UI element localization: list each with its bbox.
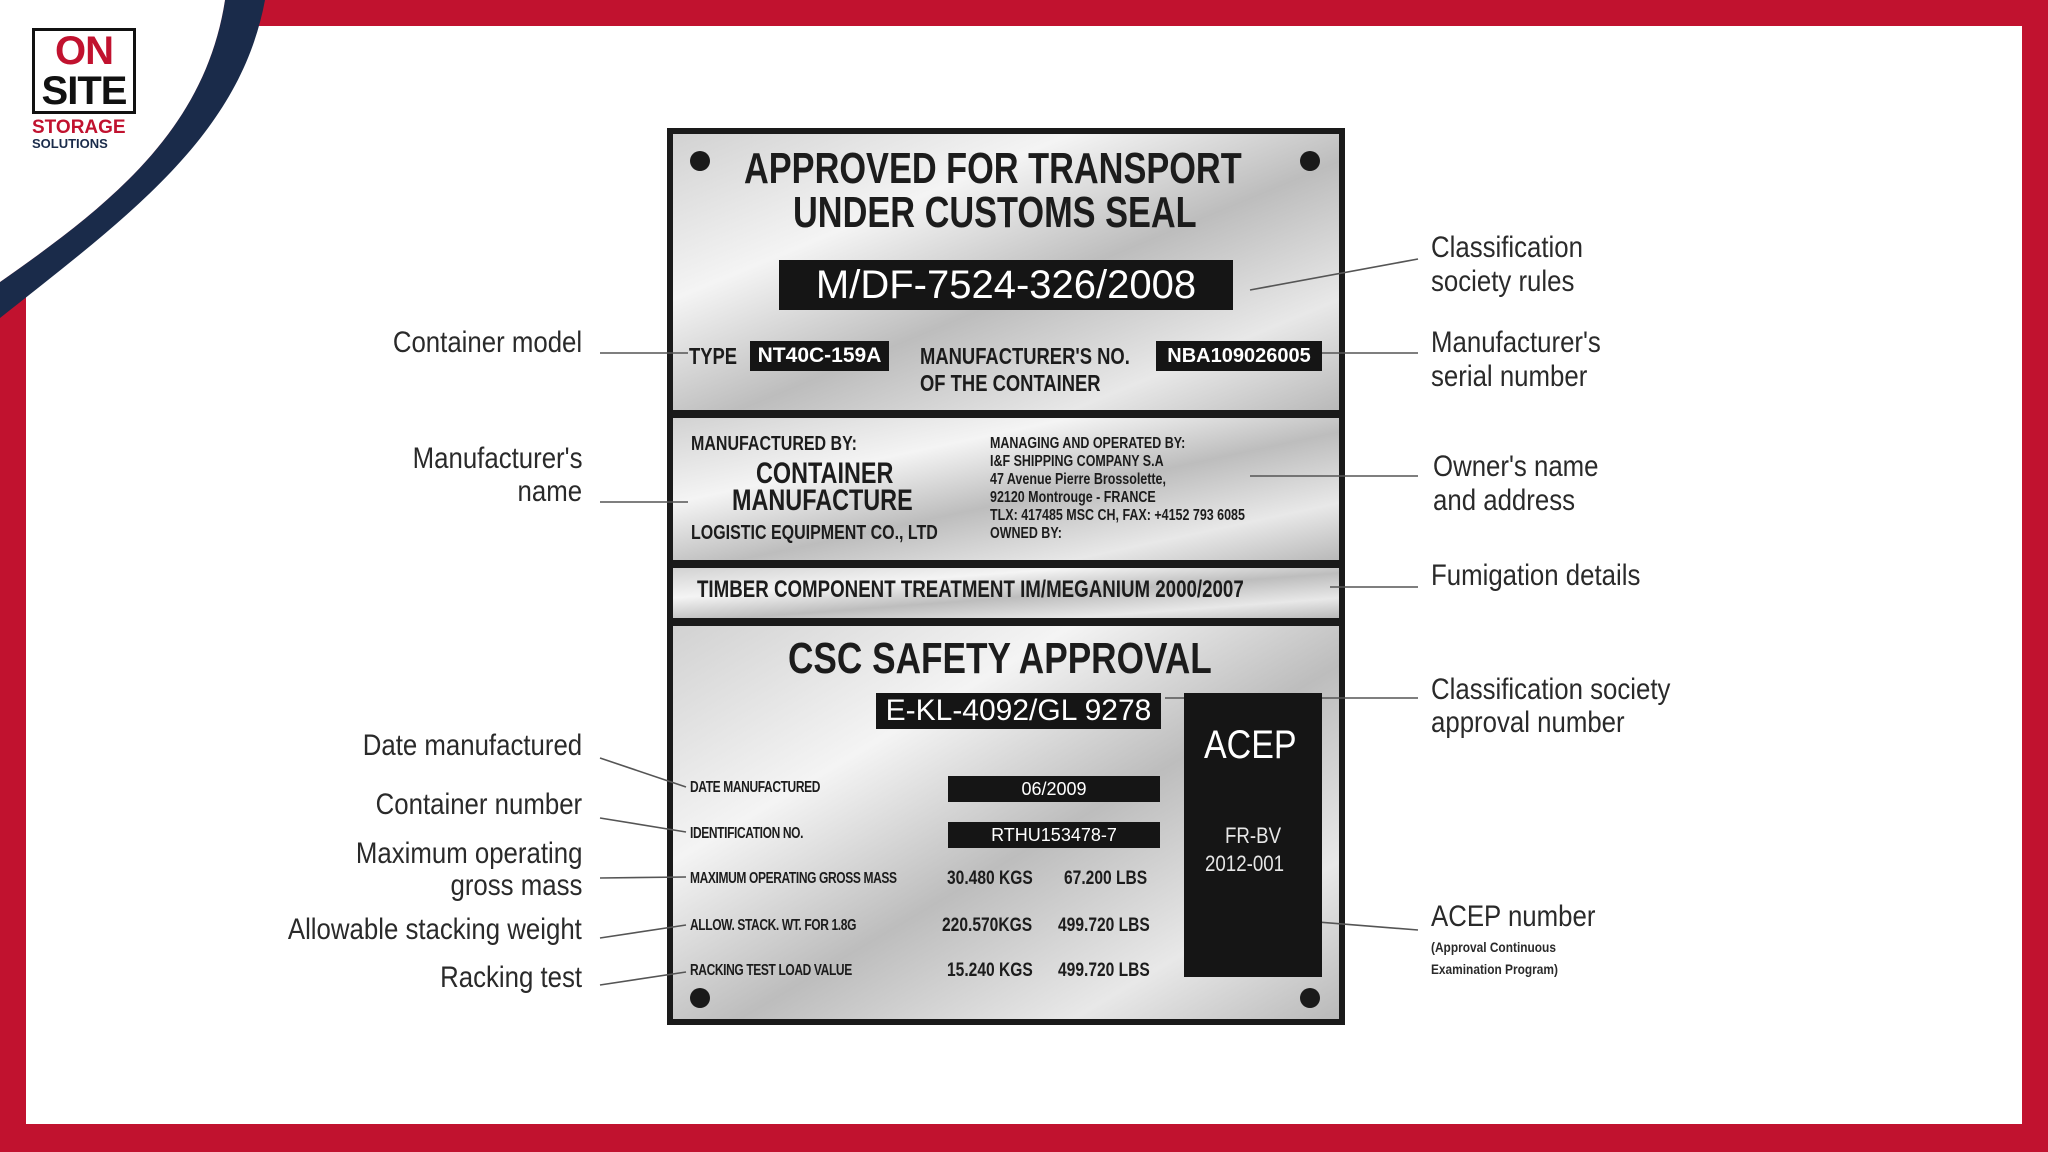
rivet-top-right <box>1300 151 1320 171</box>
row-racking-label: RACKING TEST LOAD VALUE <box>690 962 852 979</box>
callout-manufacturer-name-line2: name <box>517 475 582 508</box>
acep-title: ACEP <box>1204 723 1297 767</box>
callout-serial-line1: Manufacturer's <box>1431 326 1601 359</box>
fumigation-text: TIMBER COMPONENT TREATMENT IM/MEGANIUM 2000/2007 <box>697 576 1244 603</box>
callout-fumigation: Fumigation details <box>1431 559 1641 592</box>
row-date-value: 06/2009 <box>948 776 1160 802</box>
rivet-top-left <box>690 151 710 171</box>
row-racking-lbs: 499.720 LBS <box>1058 960 1150 981</box>
callout-container-model: Container model <box>392 326 582 359</box>
plate-title-line1: APPROVED FOR TRANSPORT <box>744 144 1242 193</box>
manufacturer-line3: LOGISTIC EQUIPMENT CO., LTD <box>691 522 938 544</box>
callout-serial-line2: serial number <box>1431 360 1588 393</box>
type-label: TYPE <box>689 343 738 369</box>
callout-owner-line2: and address <box>1433 484 1576 517</box>
operator-line1: MANAGING AND OPERATED BY: <box>990 435 1186 452</box>
logo-line-site: SITE <box>41 69 127 113</box>
callout-class-approval-line1: Classification society <box>1431 673 1671 706</box>
callout-container-number: Container number <box>375 788 582 821</box>
row-gross-kgs: 30.480 KGS <box>947 868 1033 889</box>
operator-line6: OWNED BY: <box>990 525 1062 542</box>
row-stack-lbs: 499.720 LBS <box>1058 915 1150 936</box>
callout-acep-note-line2: Examination Program) <box>1431 961 1558 977</box>
row-gross-lbs: 67.200 LBS <box>1064 868 1148 889</box>
callout-racking-test: Racking test <box>440 961 582 994</box>
row-racking-kgs: 15.240 KGS <box>947 960 1033 981</box>
logo-line-on: ON <box>55 29 113 73</box>
rivet-bottom-right <box>1300 988 1320 1008</box>
logo-mark <box>32 28 136 114</box>
manufacturer-line2: MANUFACTURE <box>732 484 913 517</box>
callout-class-rules-line2: society rules <box>1431 265 1575 298</box>
callout-acep-note-line1: (Approval Continuous <box>1431 939 1556 955</box>
callout-class-approval-line2: approval number <box>1431 706 1625 739</box>
callout-stacking-weight: Allowable stacking weight <box>288 913 582 946</box>
manufactured-by-label: MANUFACTURED BY: <box>691 433 857 455</box>
row-id-label: IDENTIFICATION NO. <box>690 825 804 842</box>
row-id-value: RTHU153478-7 <box>948 822 1160 848</box>
callout-class-rules-line1: Classification <box>1431 231 1583 264</box>
csc-approval-number: E-KL-4092/GL 9278 <box>876 693 1161 729</box>
acep-number-line1: FR-BV <box>1225 823 1282 848</box>
row-stack-label: ALLOW. STACK. WT. FOR 1.8G <box>690 917 857 934</box>
customs-approval-code: M/DF-7524-326/2008 <box>779 260 1233 310</box>
type-value: NT40C-159A <box>750 341 889 371</box>
callout-date-manufactured: Date manufactured <box>362 729 582 762</box>
mfr-no-value: NBA109026005 <box>1156 341 1322 371</box>
callout-acep-number: ACEP number <box>1431 900 1596 933</box>
mfr-no-label-line2: OF THE CONTAINER <box>920 370 1101 396</box>
row-stack-kgs: 220.570KGS <box>942 915 1033 936</box>
callout-max-gross-line1: Maximum operating <box>355 837 582 870</box>
plate-title-line2: UNDER CUSTOMS SEAL <box>793 188 1197 237</box>
callout-owner-line1: Owner's name <box>1433 450 1599 483</box>
logo-line-storage: STORAGE <box>32 117 126 138</box>
logo-line-solutions: SOLUTIONS <box>32 136 108 151</box>
operator-line2: I&F SHIPPING COMPANY S.A <box>990 453 1164 470</box>
leader-max-gross-mass <box>600 877 686 878</box>
operator-line3: 47 Avenue Pierre Brossolette, <box>990 471 1166 488</box>
operator-line5: TLX: 417485 MSC CH, FAX: +4152 793 6085 <box>990 507 1245 524</box>
csc-title: CSC SAFETY APPROVAL <box>788 634 1212 683</box>
callout-max-gross-line2: gross mass <box>450 869 582 902</box>
rivet-bottom-left <box>690 988 710 1008</box>
acep-number-line2: 2012-001 <box>1205 851 1285 876</box>
mfr-no-label-line1: MANUFACTURER'S NO. <box>920 343 1130 369</box>
row-gross-label: MAXIMUM OPERATING GROSS MASS <box>690 870 897 887</box>
onsite-logo <box>32 28 136 150</box>
row-date-label: DATE MANUFACTURED <box>690 779 821 796</box>
manufacturer-line1: CONTAINER <box>756 457 894 490</box>
callout-manufacturer-name-line1: Manufacturer's <box>412 442 582 475</box>
operator-line4: 92120 Montrouge - FRANCE <box>990 489 1156 506</box>
